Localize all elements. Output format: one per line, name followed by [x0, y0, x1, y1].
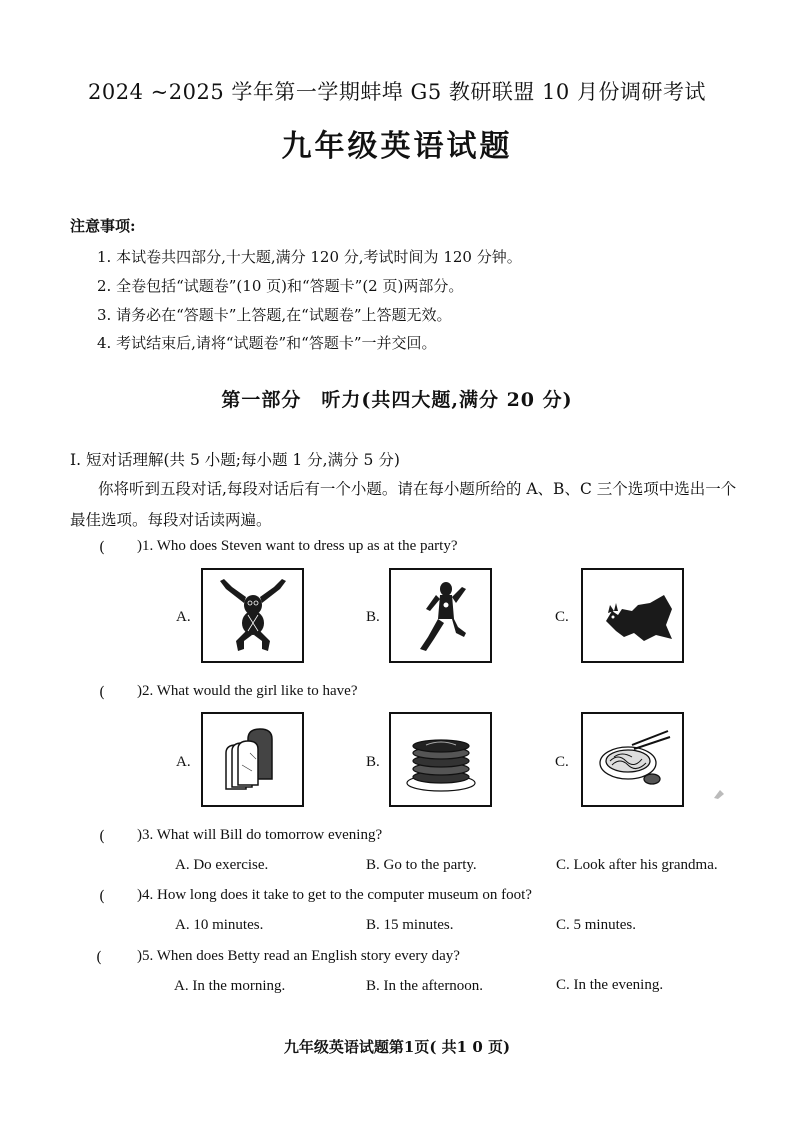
- notice-item: 2. 全卷包括“试题卷”(10 页)和“答题卡”(2 页)两部分。: [97, 277, 464, 295]
- answer-paren-open: (: [99, 887, 105, 905]
- option-letter: B.: [366, 978, 380, 994]
- option-text: In the morning.: [192, 978, 286, 994]
- option-text: Go to the party.: [383, 857, 477, 873]
- q1-option-c-picture[interactable]: [581, 568, 684, 663]
- notice-item: 4. 考试结束后,请将“试题卷”和“答题卡”一并交回。: [97, 334, 437, 352]
- question-2-text: )2. What would the girl like to have?: [137, 683, 358, 699]
- option-text: 10 minutes.: [193, 917, 264, 933]
- question-3-text: )3. What will Bill do tomorrow evening?: [137, 827, 383, 843]
- q3-option-c[interactable]: [556, 857, 718, 874]
- notice-item: 1. 本试卷共四部分,十大题,满分 120 分,考试时间为 120 分钟。: [97, 248, 522, 266]
- q2-option-b-picture[interactable]: [389, 712, 492, 807]
- q2-option-c-letter: C.: [555, 754, 569, 770]
- question-5-text: )5. When does Betty read an English story every day?: [137, 948, 460, 964]
- option-letter: A.: [174, 978, 189, 994]
- section-heading: Ⅰ. 短对话理解(共 5 小题;每小题 1 分,满分 5 分): [70, 451, 400, 469]
- answer-paren-open: (: [99, 827, 105, 845]
- option-letter: A.: [175, 857, 190, 873]
- option-text: In the evening.: [573, 977, 664, 993]
- spider-man-icon: [208, 575, 298, 657]
- answer-paren-open: (: [96, 948, 102, 966]
- q1-option-a-letter: A.: [176, 609, 191, 625]
- option-text: Look after his grandma.: [573, 857, 718, 873]
- q3-option-a[interactable]: [175, 857, 268, 874]
- question-1-text: )1. Who does Steven want to dress up as at the party?: [137, 538, 458, 554]
- q3-option-b[interactable]: [366, 857, 477, 874]
- option-letter: C.: [556, 857, 570, 873]
- question-4-text: )4. How long does it take to get to the computer museum on foot?: [137, 887, 532, 903]
- notice-item: 3. 请务必在“答题卡”上答题,在“试题卷”上答题无效。: [97, 306, 452, 324]
- answer-paren-open: (: [99, 538, 105, 556]
- q2-option-c-picture[interactable]: [581, 712, 684, 807]
- paper-title: 九年级英语试题: [281, 129, 513, 164]
- noodles-icon: [588, 719, 678, 801]
- q2-option-b-letter: B.: [366, 754, 380, 770]
- notice-heading: 注意事项:: [70, 217, 136, 235]
- option-text: In the afternoon.: [383, 978, 484, 994]
- batman-icon: [588, 575, 678, 657]
- q2-option-a-picture[interactable]: [201, 712, 304, 807]
- q2-option-a-letter: A.: [176, 754, 191, 770]
- exam-title: 2024 ~2025 学年第一学期蚌埠 G5 教研联盟 10 月份调研考试: [88, 80, 706, 104]
- section-instruction-line2: 最佳选项。每段对话读两遍。: [70, 511, 272, 529]
- q5-option-a[interactable]: [174, 978, 285, 995]
- scan-smudge-mark: [712, 788, 726, 800]
- option-text: Do exercise.: [193, 857, 269, 873]
- option-letter: C.: [556, 917, 570, 933]
- q5-option-c[interactable]: [556, 977, 663, 994]
- part-heading: 第一部分 听力(共四大题,满分 20 分): [221, 389, 573, 411]
- q1-option-b-letter: B.: [366, 609, 380, 625]
- pancakes-icon: [396, 719, 486, 801]
- q1-option-c-letter: C.: [555, 609, 569, 625]
- q4-option-a[interactable]: [175, 917, 263, 934]
- answer-paren-open: (: [99, 683, 105, 701]
- option-letter: C.: [556, 977, 570, 993]
- q4-option-c[interactable]: [556, 917, 636, 934]
- option-letter: B.: [366, 857, 380, 873]
- section-instruction-line1: 你将听到五段对话,每段对话后有一个小题。请在每小题所给的 A、B、C 三个选项中选出一个: [98, 480, 737, 498]
- bread-icon: [208, 719, 298, 801]
- option-letter: B.: [366, 917, 380, 933]
- option-letter: A.: [175, 917, 190, 933]
- q5-option-b[interactable]: [366, 978, 483, 995]
- q1-option-a-picture[interactable]: [201, 568, 304, 663]
- option-text: 15 minutes.: [383, 917, 454, 933]
- option-text: 5 minutes.: [573, 917, 637, 933]
- q4-option-b[interactable]: [366, 917, 454, 934]
- q1-option-b-picture[interactable]: [389, 568, 492, 663]
- page-footer: 九年级英语试题第1页( 共1 0 页): [283, 1038, 511, 1056]
- iron-man-icon: [396, 575, 486, 657]
